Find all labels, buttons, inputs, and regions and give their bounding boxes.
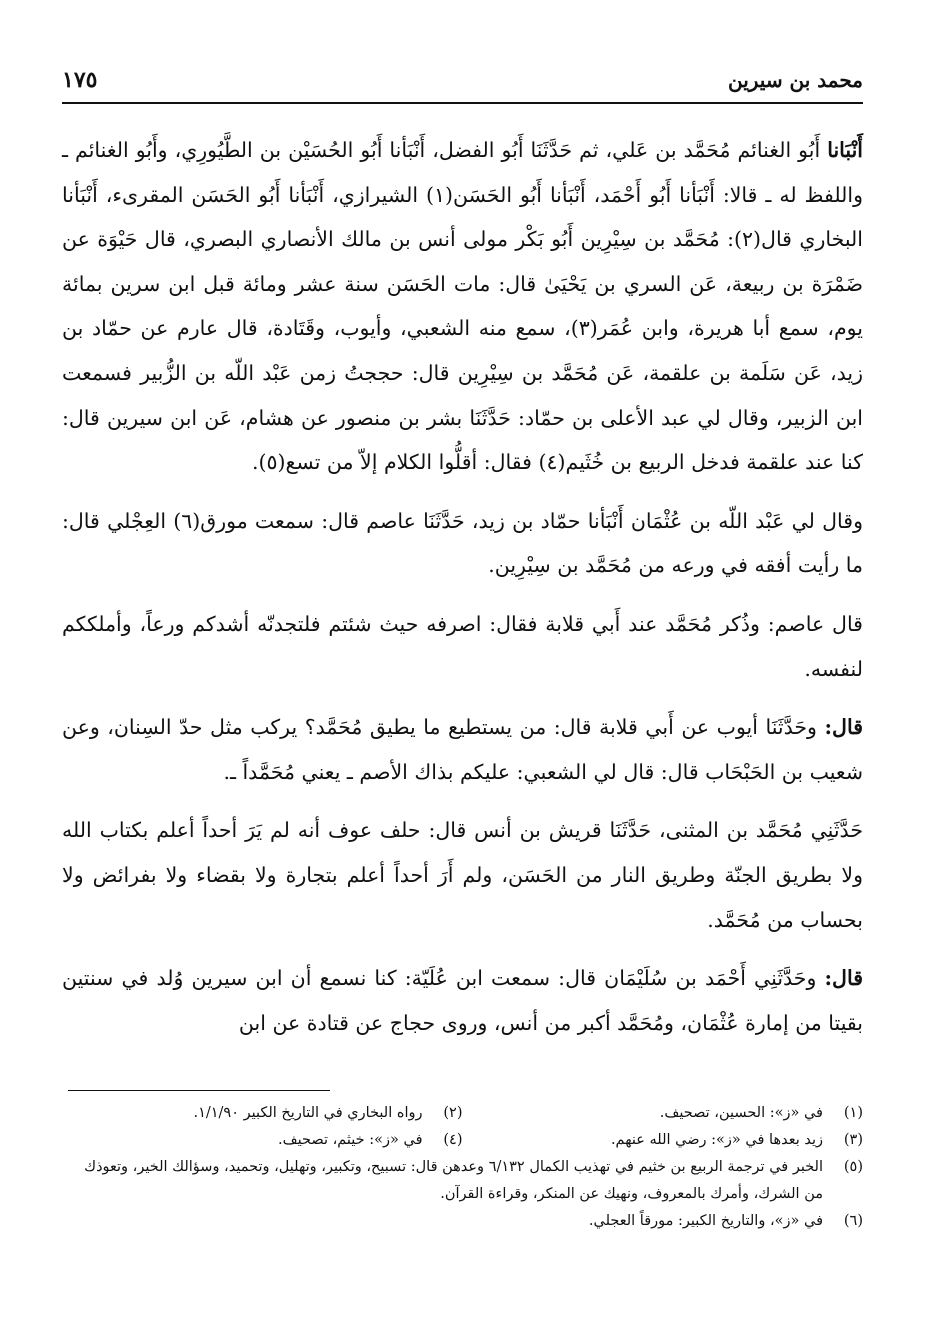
footnote-text: في «ز»، والتاريخ الكبير: مورقاً العجلي. <box>588 1213 823 1229</box>
paragraph-5 <box>62 808 863 942</box>
footnote-text: رواه البخاري في التاريخ الكبير ١/١/٩٠. <box>193 1105 423 1121</box>
footnotes <box>62 1100 863 1235</box>
main-text <box>62 128 863 1059</box>
paragraph-text: وحَدَّثَنَا أيوب عن أَبي قلابة قال: من يستطيع ما يطيق مُحَمَّد؟ يركب مثل حدّ السِنان، وعن شعيب بن الحَبْحَاب قال: قال لي الشعبي: عليكم بذاك الأصم ـ يعني مُحَمَّداً ـ. <box>62 715 863 784</box>
paragraph-3 <box>62 602 863 691</box>
paragraph-4 <box>62 705 863 794</box>
footnote-6 <box>62 1208 863 1235</box>
page-number: ١٧٥ <box>62 67 98 93</box>
footnote-row <box>62 1127 863 1154</box>
paragraph-lead: قال: <box>824 715 863 740</box>
page-header <box>62 58 863 104</box>
footnote-4 <box>62 1127 463 1154</box>
footnote-separator <box>68 1090 330 1091</box>
footnote-number: (٢) <box>443 1105 463 1121</box>
footnote-row <box>62 1100 863 1127</box>
paragraph-2 <box>62 499 863 588</box>
paragraph-text: أَبُو الغنائم مُحَمَّد بن عَلي، ثم حَدَّثَنَا أَبُو الفضل، أَنْبَأنا أَبُو الحُسَيْن بن الطَّيُورِي، وأَبُو الغنائم ـ واللفظ له ـ قالا: أَنْبَأنا أَبُو أَحْمَد، أَنْبَأنا أَبُو الحَسَن(١) الشيرازي، أَنْبَأنا أَبُو الحَسَن المقرىء، أَنْبَأنا البخاري قال(٢): مُحَمَّد بن سِيْرِين أَبُو بَكْر مولى أنس بن مالك الأنصاري البصري، قال حَيْوَة عن ضَمْرَة بن ربيعة، عَن السري بن يَحْيَىٰ قال: مات الحَسَن سنة عشر ومائة قبل ابن سرين بمائة يوم، سمع أبا هريرة، وابن عُمَر(٣)، سمع منه الشعبي، وأيوب، وقَتَادة، قال عارم عن حمّاد بن زيد، عَن سَلَمة بن علقمة، عَن مُحَمَّد بن سِيْرِين قال: حججتُ زمن عَبْد اللّه بن الزُّبير فسمعت ابن الزبير، وقال لي عبد الأعلى بن حمّاد: حَدَّثَنَا بشر بن منصور عن هشام، عَن ابن سيرين قال: كنا عند علقمة فدخل الربيع بن خُثَيم(٤) فقال: أقلُّوا الكلام إلاّ من تسع(٥). <box>62 138 863 475</box>
paragraph-text: وقال لي عَبْد اللّه بن عُثْمَان أَنْبَأنا حمّاد بن زيد، حَدَّثَنَا عاصم قال: سمعت مورق(٦) العِجْلي قال: ما رأيت أفقه في ورعه من مُحَمَّد بن سِيْرِين. <box>62 508 863 578</box>
footnote-number: (١) <box>843 1105 863 1121</box>
footnote-text: الخبر في ترجمة الربيع بن خثيم في تهذيب الكمال ٦/١٣٢ وعدهن قال: تسبيح، وتكبير، وتهليل، وتحميد، وسؤالك الخير، وتعوذك من الشرك، وأمرك بالمعروف، ونهيك عن المنكر، وقراءة القرآن. <box>84 1159 823 1202</box>
paragraph-lead: قال: <box>824 966 863 991</box>
paragraph-text: حَدَّثَنِي مُحَمَّد بن المثنى، حَدَّثَنَا قريش بن أنس قال: حلف عوف أنه لم يَرَ أحداً أعلم بكتاب الله ولا بطريق الجنّة وطريق النار من الحَسَن، ولم أَرَ أحداً أعلم بتجارة ولا بقضاء ولا بفرائض ولا بحساب من مُحَمَّد. <box>62 818 863 932</box>
paragraph-6 <box>62 956 863 1045</box>
footnote-number: (٤) <box>443 1132 463 1148</box>
footnote-text: زيد بعدها في «ز»: رضي الله عنهم. <box>610 1132 823 1148</box>
footnote-3 <box>463 1127 864 1154</box>
footnote-1 <box>463 1100 864 1127</box>
paragraph-lead: أَنْبَانا <box>827 138 863 162</box>
footnote-text: في «ز»: خيثم، تصحيف. <box>278 1132 423 1148</box>
paragraph-text: وحَدَّثَنِي أَحْمَد بن سُلَيْمَان قال: سمعت ابن عُلَيّة: كنا نسمع أن ابن سيرين وُلد في سنتين بقيتا من إمارة عُثْمَان، ومُحَمَّد أكبر من أنس، وروى حجاج عن قتادة عن ابن <box>62 966 863 1035</box>
running-title: محمد بن سيرين <box>727 68 863 92</box>
footnote-2 <box>62 1100 463 1127</box>
paragraph-1 <box>62 128 863 485</box>
footnote-number: (٥) <box>843 1159 863 1175</box>
footnote-text: في «ز»: الحسين، تصحيف. <box>659 1105 823 1121</box>
footnote-5 <box>62 1154 863 1208</box>
footnote-number: (٣) <box>843 1132 863 1148</box>
paragraph-text: قال عاصم: وذُكر مُحَمَّد عند أَبي قلابة فقال: اصرفه حيث شئتم فلتجدنّه أشدكم ورعاً، وأملككم لنفسه. <box>62 611 863 681</box>
footnote-number: (٦) <box>843 1213 863 1229</box>
